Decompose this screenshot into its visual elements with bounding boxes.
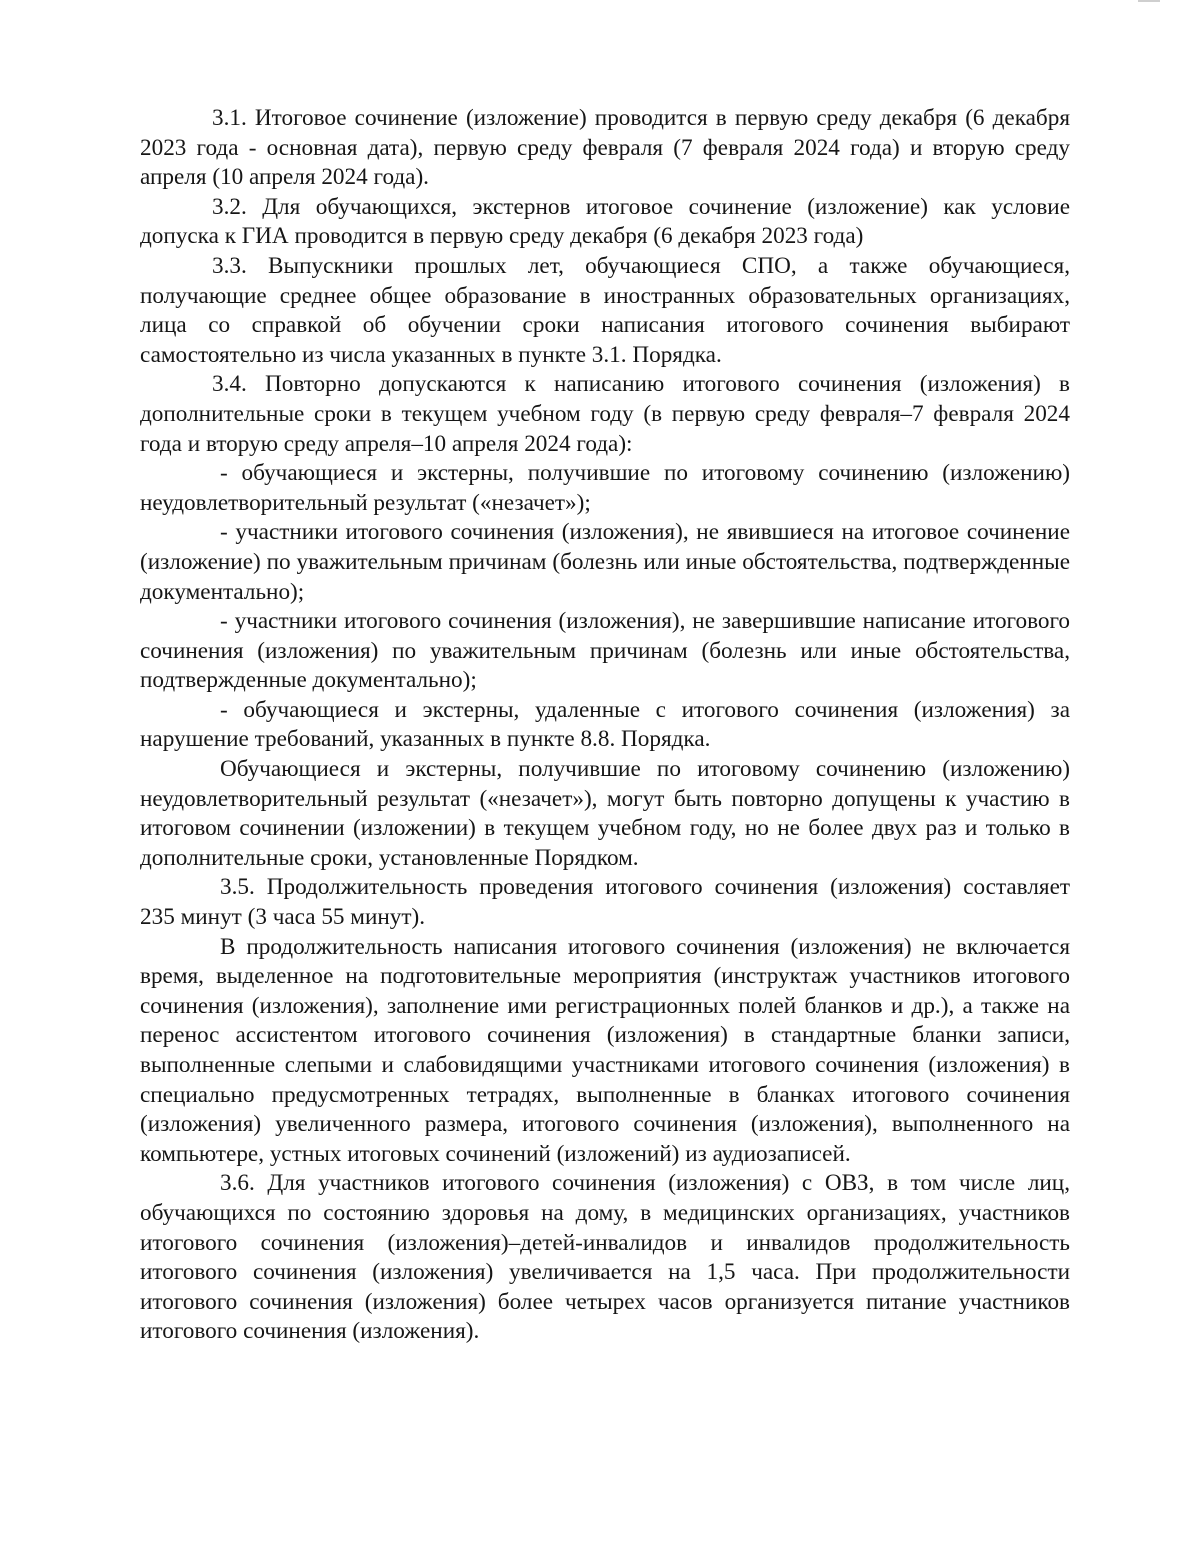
paragraph-3-2: 3.2. Для обучающихся, экстернов итоговое сочинение (изложение) как условие допуска к ГИА проводится в первую среду декабря (6 декабря 2023 года)	[140, 193, 1070, 250]
document-page	[140, 104, 1070, 1347]
scan-edge-mark	[1138, 0, 1160, 2]
paragraph-3-4: 3.4. Повторно допускаются к написанию итогового сочинения (изложения) в дополнительные сроки в текущем учебном году (в первую среду февраля–7 февраля 2024 года и вторую среду апреля–10 апреля 2024 года):	[140, 371, 1070, 457]
paragraph-3-6: 3.6. Для участников итогового сочинения (изложения) с ОВЗ, в том числе лиц, обучающихся по состоянию здоровья на дому, в медицинских организациях, участников итогового сочинения (изложения)–детей-инвалидов и инвалидов продолжительность итогового сочинения (изложения) увеличивается на 1,5 часа. При продолжительности итогового сочинения (изложения) более четырех часов организуется питание участников итогового сочинения (изложения).	[140, 1170, 1070, 1345]
list-item-unsatisfactory: - обучающиеся и экстерны, получившие по итоговому сочинению (изложению) неудовлетворительный результат («незачет»);	[140, 460, 1070, 516]
paragraph-readmission: Обучающиеся и экстерны, получившие по итоговому сочинению (изложению) неудовлетворительный результат («незачет»), могут быть повторно допущены к участию в итоговом сочинении (изложении) в текущем учебном году, но не более двух раз и только в дополнительные сроки, установленные Порядком.	[140, 756, 1070, 871]
paragraph-3-5: 3.5. Продолжительность проведения итогового сочинения (изложения) составляет 235 минут (3 часа 55 минут).	[140, 874, 1070, 931]
paragraph-3-1: 3.1. Итоговое сочинение (изложение) проводится в первую среду декабря (6 декабря 2023 года - основная дата), первую среду февраля (7 февраля 2024 года) и вторую среду апреля (10 апреля 2024 года).	[140, 105, 1070, 191]
paragraph-3-3: 3.3. Выпускники прошлых лет, обучающиеся СПО, а также обучающиеся, получающие среднее общее образование в иностранных образовательных организациях, лица со справкой об обучении сроки написания итогового сочинения выбирают самостоятельно из числа указанных в пункте 3.1. Порядка.	[140, 252, 1070, 368]
list-item-removed: - обучающиеся и экстерны, удаленные с итогового сочинения (изложения) за нарушение требований, указанных в пункте 8.8. Порядка.	[140, 696, 1070, 753]
list-item-not-completed: - участники итогового сочинения (изложения), не завершившие написание итогового сочинения (изложения) по уважительным причинам (болезнь или иные обстоятельства, подтвержденные документально);	[140, 608, 1070, 694]
list-item-absent: - участники итогового сочинения (изложения), не явившиеся на итоговое сочинение (изложение) по уважительным причинам (болезнь или иные обстоятельства, подтвержденные документально);	[140, 519, 1070, 605]
paragraph-duration-exclusions: В продолжительность написания итогового сочинения (изложения) не включается время, выделенное на подготовительные мероприятия (инструктаж участников итогового сочинения (изложения), заполнение ими регистрационных полей бланков и др.), а также на перенос ассистентом итогового сочинения (изложения) в стандартные бланки записи, выполненные слепыми и слабовидящими участниками итогового сочинения (изложения) в специально предусмотренных тетрадях, выполненные в бланках итогового сочинения (изложения) увеличенного размера, итогового сочинения (изложения), выполненного на компьютере, устных итоговых сочинений (изложений) из аудиозаписей.	[140, 933, 1070, 1167]
